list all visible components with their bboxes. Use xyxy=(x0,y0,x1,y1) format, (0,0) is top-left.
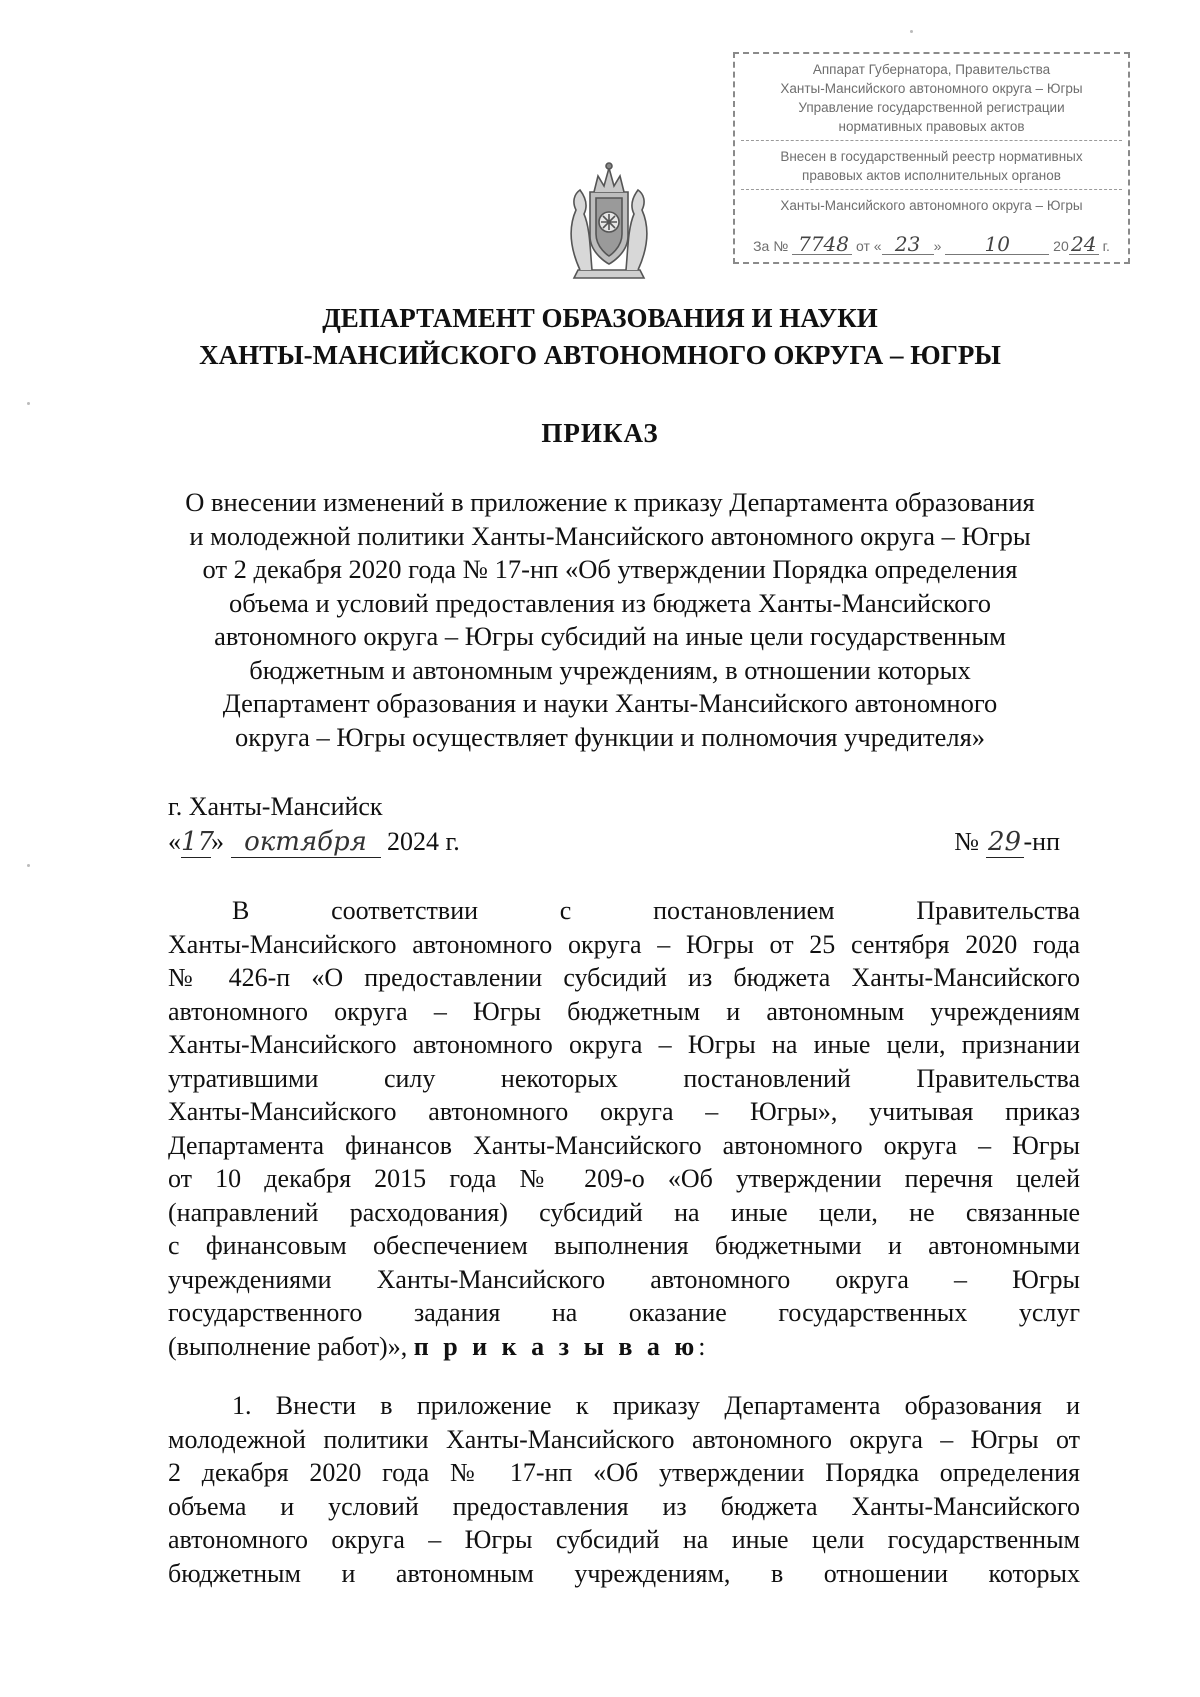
preamble-paragraph xyxy=(168,894,1080,1363)
region-title: ХАНТЫ-МАНСИЙСКОГО АВТОНОМНОГО ОКРУГА – ЮГРЫ xyxy=(199,340,1001,370)
paragraph-line: Ханты-Мансийского автономного округа – Югры», учитывая приказ xyxy=(168,1097,1080,1126)
paragraph-line: молодежной политики Ханты-Мансийского автономного округа – Югры от xyxy=(168,1424,1080,1454)
stamp-reg-year-prefix: 20 xyxy=(1053,238,1069,254)
subject-line: автономного округа – Югры субсидий на иные цели государственным xyxy=(214,621,1006,651)
stamp-reg-year-suffix: г. xyxy=(1102,238,1110,254)
subject-line: Департамент образования и науки Ханты-Мансийского автономного xyxy=(222,688,998,718)
paragraph-line: с финансовым обеспечением выполнения бюджетными и автономными xyxy=(168,1231,1080,1260)
stamp-line: Аппарат Губернатора, Правительства xyxy=(812,62,1051,77)
paragraph-line-text: (выполнение работ)», xyxy=(168,1331,408,1361)
number-prefix: № xyxy=(954,827,979,856)
stamp-line: Внесен в государственный реестр нормативных xyxy=(780,149,1083,164)
subject-line: О внесении изменений в приложение к приказу Департамента образования xyxy=(185,487,1035,517)
date-year: 2024 г. xyxy=(387,827,460,856)
document-type: ПРИКАЗ xyxy=(541,418,659,448)
paragraph-line: № 426-п «О предоставлении субсидий из бюджета Ханты-Мансийского xyxy=(168,963,1080,992)
date-open-quote: « xyxy=(168,827,181,856)
subject-line: от 2 декабря 2020 года № 17-нп «Об утверждении Порядка определения xyxy=(202,554,1018,584)
place-of-issue: г. Ханты-Мансийск xyxy=(168,792,383,821)
registration-stamp xyxy=(733,52,1130,264)
department-title: ДЕПАРТАМЕНТ ОБРАЗОВАНИЯ И НАУКИ xyxy=(322,303,878,333)
date-close-quote: » xyxy=(211,827,224,856)
paragraph-last-line xyxy=(168,1330,1080,1364)
subject-line: округа – Югры осуществляет функции и полномочия учредителя» xyxy=(234,721,986,752)
order-date xyxy=(168,827,460,858)
order-number xyxy=(954,827,1060,858)
paragraph-line: государственного задания на оказание государственных услуг xyxy=(168,1298,1080,1327)
paragraph-line: автономного округа – Югры бюджетным и автономным учреждениям xyxy=(168,996,1080,1026)
stamp-registration-line xyxy=(735,234,1128,256)
paragraph-line: учреждениями Ханты-Мансийского автономного округа – Югры xyxy=(168,1264,1080,1294)
ordering-colon: : xyxy=(698,1331,706,1361)
number-suffix: -нп xyxy=(1023,827,1060,856)
scan-speck xyxy=(27,402,30,405)
paragraph-line: автономного округа – Югры субсидий на иные цели государственным xyxy=(168,1525,1080,1554)
paragraph-line: бюджетным и автономным учреждениям, в отношении которых xyxy=(168,1558,1080,1588)
date-month: октября xyxy=(231,827,381,858)
subject-line: бюджетным и автономным учреждениям, в отношении которых xyxy=(249,654,971,685)
paragraph-line: Ханты-Мансийского автономного округа – Югры на иные цели, признании xyxy=(168,1030,1080,1059)
stamp-reg-prefix: За № xyxy=(753,238,789,254)
stamp-reg-from: от « xyxy=(856,238,882,254)
stamp-reg-month: 10 xyxy=(945,234,1049,255)
scan-speck xyxy=(910,30,913,33)
subject-line: и молодежной политики Ханты-Мансийского автономного округа – Югры xyxy=(189,520,1031,551)
stamp-line: Ханты-Мансийского автономного округа – Югры xyxy=(780,198,1083,213)
paragraph-line: от 10 декабря 2015 года № 209-о «Об утверждении перечня целей xyxy=(168,1164,1080,1193)
order-subject xyxy=(140,486,1080,754)
paragraph-line: (направлений расходования) субсидий на иные цели, не связанные xyxy=(168,1197,1080,1227)
paragraph-line: В соответствии с постановлением Правительства xyxy=(232,896,1080,925)
paragraph-line: Ханты-Мансийского автономного округа – Югры от 25 сентября 2020 года xyxy=(168,929,1080,959)
subject-line: объема и условий предоставления из бюджета Ханты-Мансийского xyxy=(229,587,991,618)
paragraph-line: объема и условий предоставления из бюджета Ханты-Мансийского xyxy=(168,1491,1080,1521)
clause-1-paragraph xyxy=(168,1389,1080,1590)
stamp-reg-day-close: » xyxy=(933,238,942,254)
stamp-line: правовых актов исполнительных органов xyxy=(802,168,1061,183)
stamp-line: нормативных правовых актов xyxy=(838,119,1025,134)
stamp-reg-year: 24 xyxy=(1069,234,1099,255)
date-number-line xyxy=(168,827,1080,867)
paragraph-line: 2 декабря 2020 года № 17-нп «Об утверждении Порядка определения xyxy=(168,1458,1080,1487)
stamp-reg-number: 7748 xyxy=(792,234,852,255)
scan-speck xyxy=(27,864,30,867)
paragraph-line: утратившими силу некоторых постановлений Правительства xyxy=(168,1063,1080,1093)
paragraph-line: Департамента финансов Ханты-Мансийского автономного округа – Югры xyxy=(168,1130,1080,1160)
ordering-word: п р и к а з ы в а ю xyxy=(413,1331,699,1361)
number-value: 29 xyxy=(986,827,1024,858)
stamp-reg-day: 23 xyxy=(882,234,934,255)
stamp-line: Управление государственной регистрации xyxy=(798,100,1065,115)
coat-of-arms-icon xyxy=(560,158,658,286)
stamp-line: Ханты-Мансийского автономного округа – Югры xyxy=(780,81,1083,96)
date-day: 17 xyxy=(181,827,215,857)
paragraph-line: 1. Внести в приложение к приказу Департамента образования и xyxy=(232,1391,1080,1420)
